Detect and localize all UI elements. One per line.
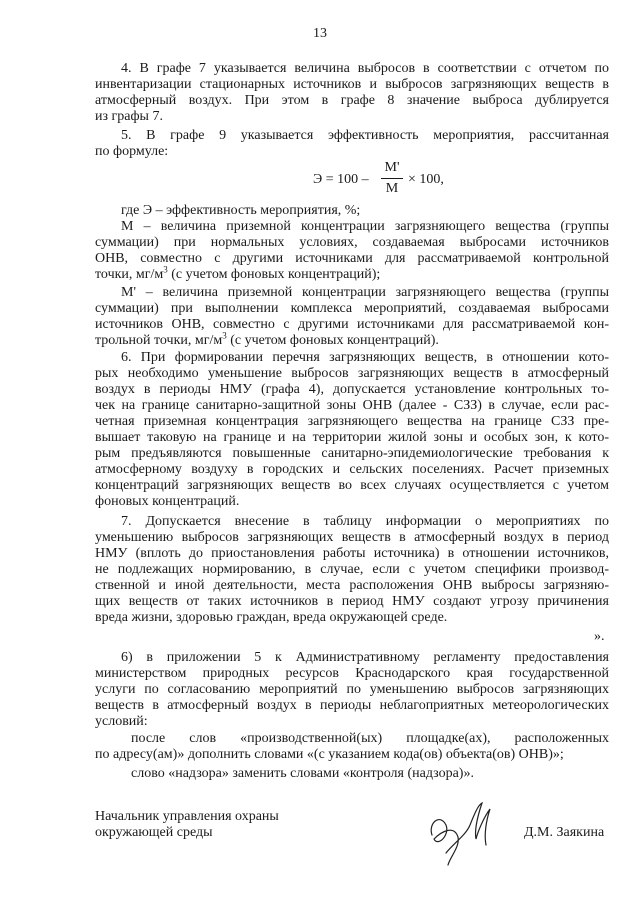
- text-line: слово «надзора» заменить словами «контроля (надзора)».: [131, 766, 474, 781]
- text-line: четная приземная концентрация загрязняющего вещества на границе СЗЗ пре-: [95, 414, 609, 429]
- text-line: атмосферному воздуху в городских и сельских поселениях. Расчет приземных: [95, 462, 609, 477]
- text-line: вреда жизни, здоровью граждан, вреда окружающей среде.: [95, 610, 448, 625]
- formula-numerator: М': [384, 160, 400, 175]
- text-line: по адресу(ам)» дополнить словами «(с указанием кода(ов) объекта(ов) ОНВ)»;: [95, 747, 564, 762]
- text-line: рых необходимо уменьшение выбросов загрязняющих веществ в атмосферный: [95, 366, 609, 381]
- text-line: щих веществ от таких источников в период НМУ создают угрозу причинения: [95, 594, 609, 609]
- text-line: 4. В графе 7 указывается величина выбросов в соответствии с отчетом по: [121, 61, 609, 76]
- text-line: М' – величина приземной концентрации загрязняющего вещества (группы: [121, 285, 609, 300]
- text-line: ственной и иной деятельности, места расположения ОНВ выбросы загрязняю-: [95, 578, 609, 593]
- text-line: уменьшению выбросов загрязняющих веществ в атмосферный воздух в период: [95, 530, 609, 545]
- text-segment: (с учетом фоновых концентраций);: [167, 267, 381, 282]
- text-line: 5. В графе 9 указывается эффективность мероприятия, рассчитанная: [121, 128, 609, 143]
- text-line: 7. Допускается внесение в таблицу информации о мероприятиях по: [121, 514, 609, 529]
- text-line: министерством природных ресурсов Краснодарского края государственной: [95, 666, 609, 681]
- text-segment: точки, мг/м: [95, 267, 164, 282]
- text-line: 6) в приложении 5 к Административному регламенту предоставления: [121, 650, 609, 665]
- signature-title-line1: Начальник управления охраны: [95, 809, 279, 824]
- text-line: воздух в периоды НМУ (графа 4), допускается установление контрольных то-: [95, 382, 609, 397]
- formula-lhs: Э = 100 –: [313, 172, 369, 187]
- text-line: где Э – эффективность мероприятия, %;: [121, 203, 361, 218]
- text-line: [95, 330, 439, 349]
- text-line: 6. При формировании перечня загрязняющих веществ, в отношении кото-: [121, 350, 609, 365]
- text-line: из графы 7.: [95, 109, 163, 124]
- text-line: не подлежащих нормированию, в случае, если с учетом специфики производ-: [95, 562, 609, 577]
- text-line: фоновых концентраций.: [95, 494, 240, 509]
- text-line: атмосферный воздух. При этом в графе 8 значение выброса дублируется: [95, 93, 609, 108]
- text-segment: (с учетом фоновых концентраций).: [226, 333, 439, 348]
- text-line: по формуле:: [95, 144, 169, 159]
- closing-quote: ».: [594, 629, 605, 644]
- text-line: М – величина приземной концентрации загрязняющего вещества (группы: [121, 219, 609, 234]
- text-line: рым предъявляются повышенные санитарно-эпидемиологические требования к: [95, 446, 609, 461]
- text-line: веществ в атмосферный воздух в периоды неблагоприятных метеорологических: [95, 698, 609, 713]
- text-line: НМУ (вплоть до приостановления работы источника) в отношении источников,: [95, 546, 609, 561]
- handwritten-signature: [420, 795, 500, 870]
- text-line: после слов «производственной(ых) площадке(ах), расположенных: [131, 731, 609, 746]
- efficiency-formula: [313, 160, 573, 200]
- text-line: инвентаризации стационарных источников и выбросов загрязняющих веществ в: [95, 77, 609, 92]
- text-segment: трольной точки, мг/м: [95, 333, 223, 348]
- signature-title: [95, 809, 279, 841]
- superscript: 3: [163, 264, 168, 275]
- text-line: вышает таковую на границе и на территории жилой зоны и особых зон, к кото-: [95, 430, 609, 445]
- text-line: суммации) при выполнении комплекса мероприятий, создаваемая выбросами: [95, 301, 609, 316]
- formula-denominator: М: [385, 181, 399, 196]
- text-line: условий:: [95, 714, 148, 729]
- signatory-name: Д.М. Заякина: [524, 825, 605, 840]
- text-line: ОНВ, совместно с другими источниками для рассматриваемой контрольной: [95, 251, 609, 266]
- text-line: чек на границе санитарно-защитной зоны ОНВ (далее - СЗЗ) в случае, если рас-: [95, 398, 609, 413]
- formula-rhs: × 100,: [408, 172, 444, 187]
- formula-fraction: [381, 160, 403, 197]
- text-line: услуги по согласованию мероприятий по уменьшению выбросов загрязняющих: [95, 682, 609, 697]
- fraction-bar: [381, 178, 403, 179]
- text-line: источников ОНВ, совместно с другими источниками для рассматриваемой кон-: [95, 317, 609, 332]
- page-number: 13: [313, 26, 327, 41]
- superscript: 3: [222, 330, 227, 341]
- signature-title-line2: окружающей среды: [95, 825, 213, 840]
- text-line: суммации) при нормальных условиях, создаваемая выбросами источников: [95, 235, 609, 250]
- text-line: [95, 264, 381, 283]
- text-line: концентраций загрязняющих веществ во всех случаях осуществляется с учетом: [95, 478, 609, 493]
